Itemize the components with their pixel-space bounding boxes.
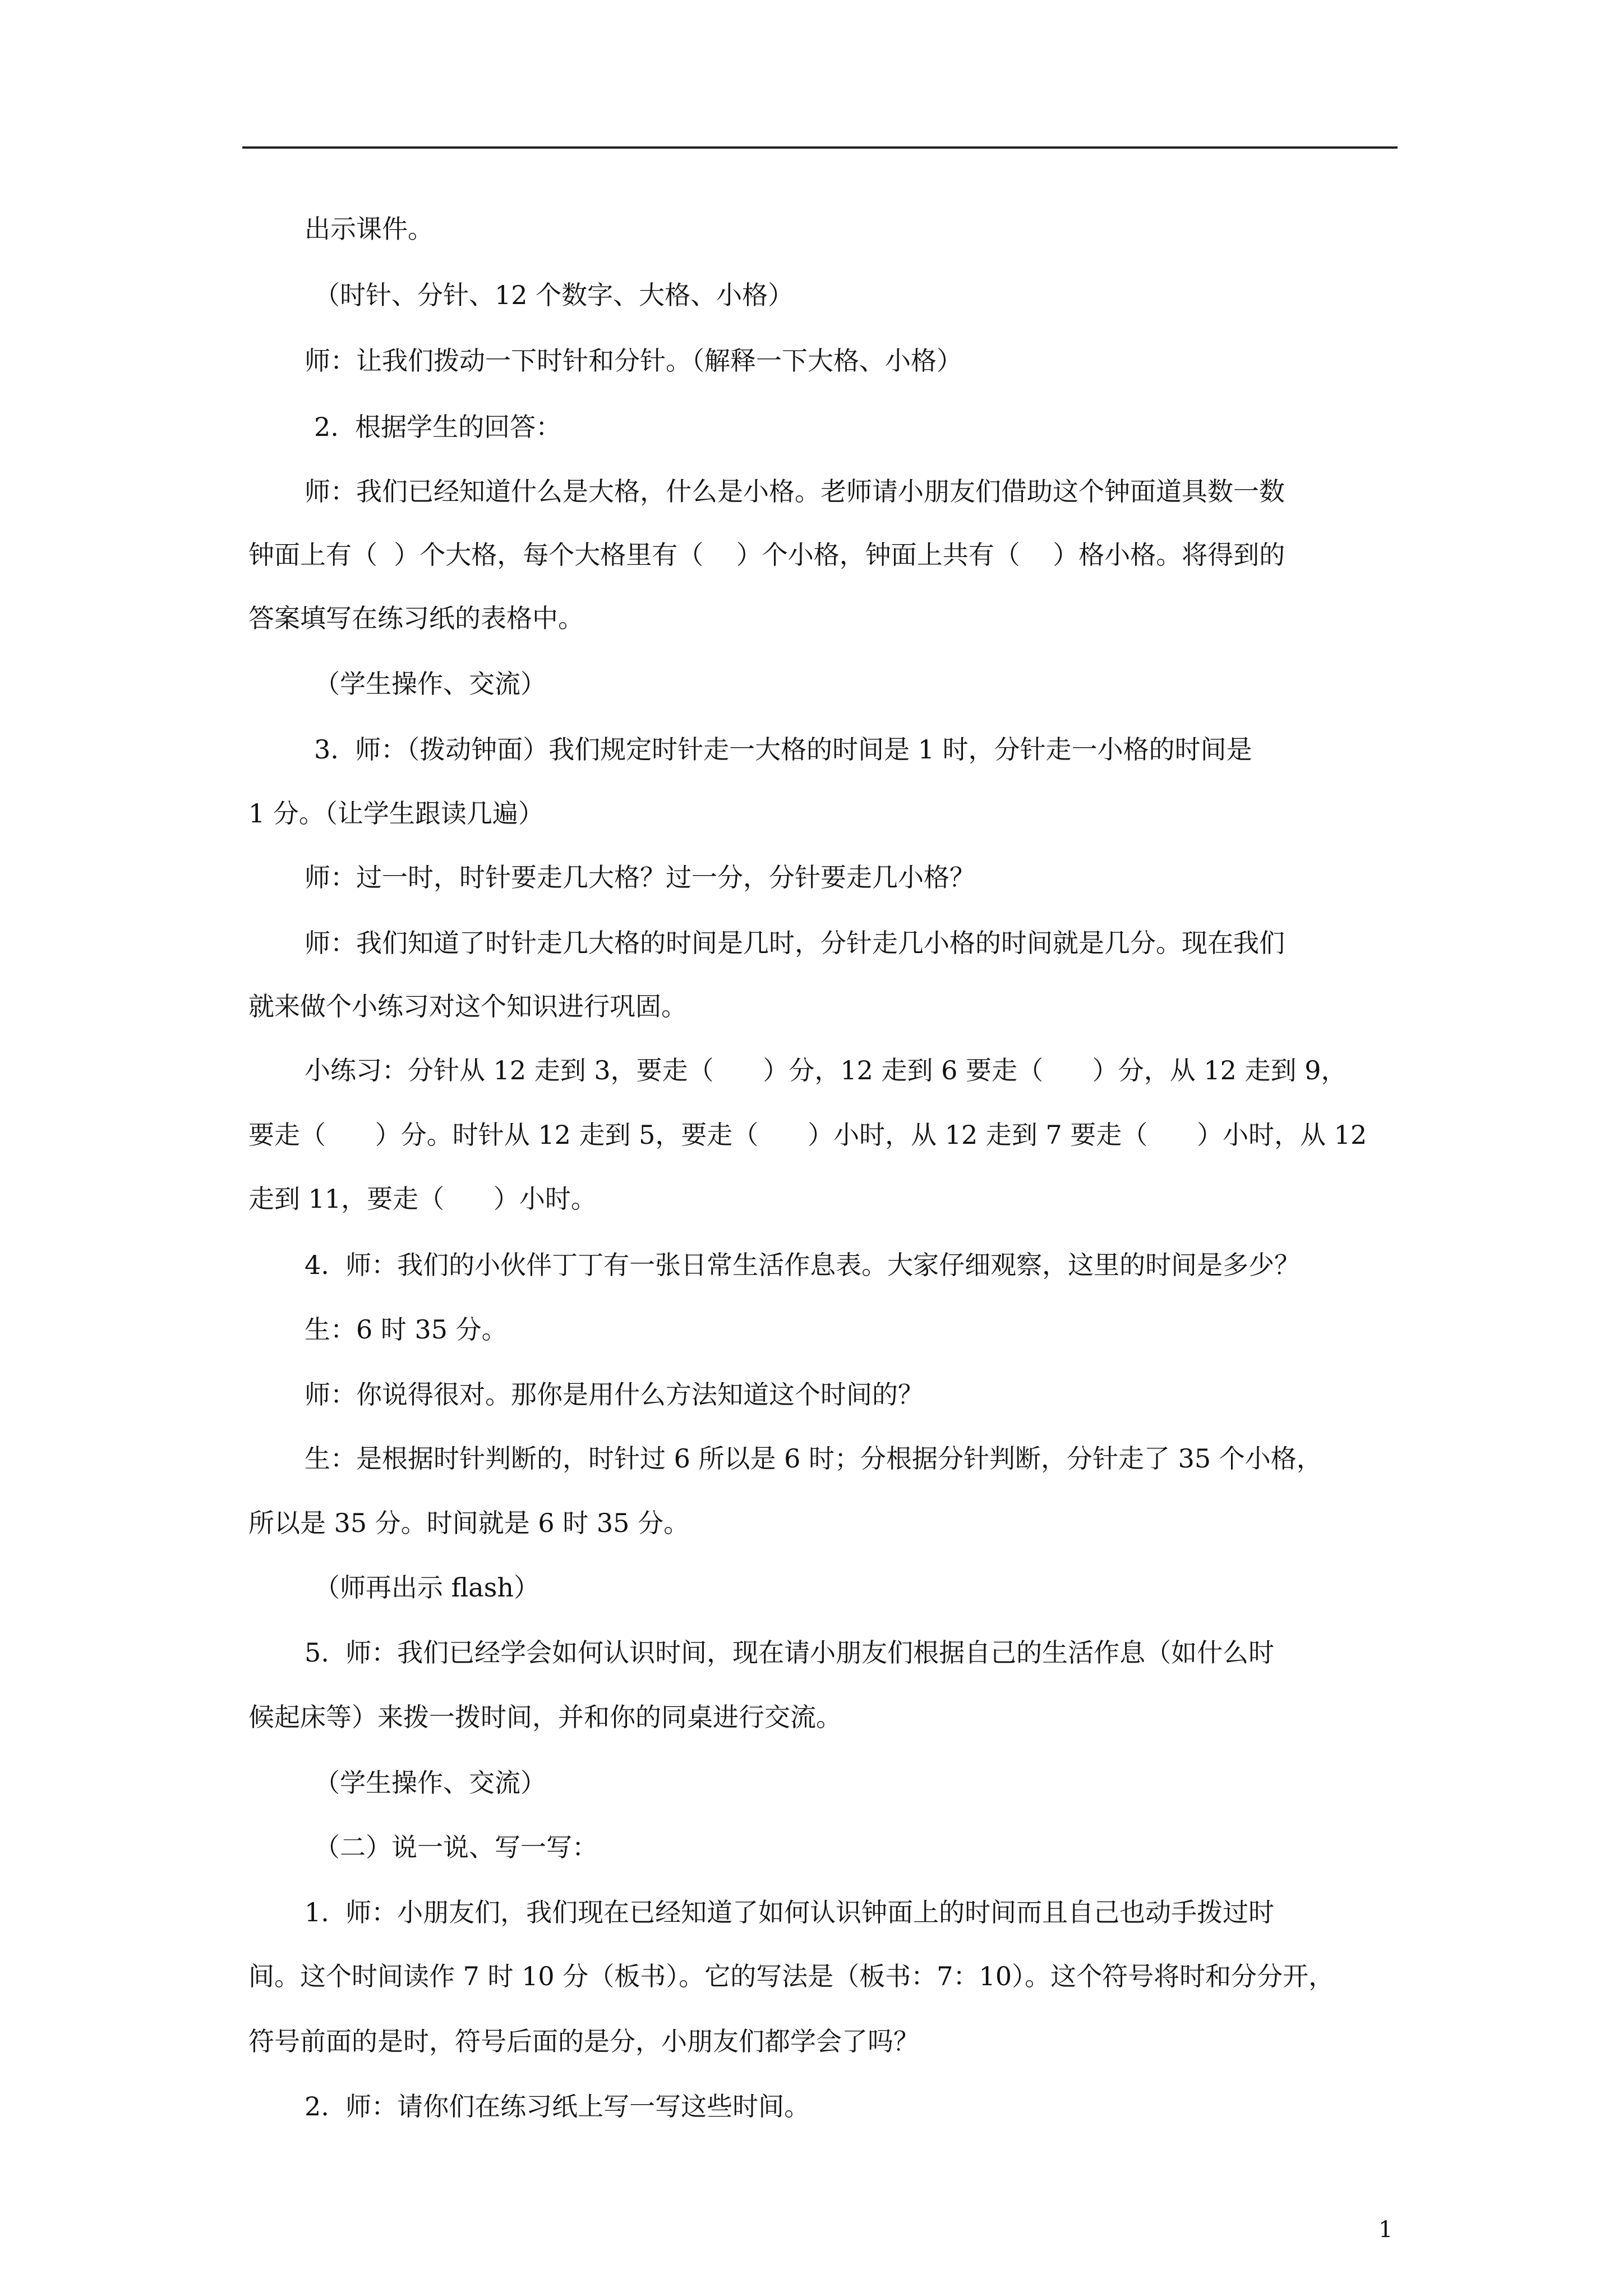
text-line: 就来做个小练习对这个知识进行巩固。	[248, 991, 687, 1022]
text-line: 生：6 时 35 分。	[305, 1314, 508, 1345]
text-line: 师：我们已经知道什么是大格，什么是小格。老师请小朋友们借助这个钟面道具数一数	[305, 476, 1285, 507]
text-line: 候起床等）来拨一拨时间，并和你的同桌进行交流。	[248, 1702, 842, 1732]
text-line: （学生操作、交流）	[314, 669, 546, 699]
text-line: 所以是 35 分。时间就是 6 时 35 分。	[248, 1508, 690, 1538]
text-line: 出示课件。	[305, 214, 434, 244]
text-line: 符号前面的是时，符号后面的是分，小朋友们都学会了吗？	[248, 2026, 919, 2056]
text-line: （时针、分针、12 个数字、大格、小格）	[314, 280, 794, 310]
text-line: （二）说一说、写一写：	[314, 1832, 598, 1862]
text-line: 钟面上有（ ）个大格，每个大格里有（ ）个小格，钟面上共有（ ）格小格。将得到的	[248, 540, 1285, 570]
text-line: 2. 师：请你们在练习纸上写一写这些时间。	[305, 2091, 810, 2122]
text-line: 间。这个时间读作 7 时 10 分（板书）。它的写法是（板书：7：10）。这个符号将时和分分开，	[248, 1961, 1335, 1991]
text-line: （学生操作、交流）	[314, 1768, 546, 1798]
text-line: 1 分。（让学生跟读几遍）	[248, 798, 544, 829]
page-number: 1	[1378, 2217, 1393, 2243]
text-line: 3. 师：（拨动钟面）我们规定时针走一大格的时间是 1 时，分针走一小格的时间是	[314, 734, 1252, 765]
text-line: 生：是根据时针判断的，时针过 6 所以是 6 时；分根据分针判断，分针走了 35 个小格，	[305, 1443, 1322, 1474]
text-line: 小练习：分针从 12 走到 3，要走（ ）分，12 走到 6 要走（ ）分，从 12 走到 9，	[305, 1055, 1347, 1085]
text-line: 答案填写在练习纸的表格中。	[248, 603, 584, 633]
text-line: 师：过一时，时针要走几大格？过一分，分针要走几小格？	[305, 862, 975, 892]
text-line: 走到 11，要走（ ）小时。	[248, 1184, 597, 1214]
header-rule	[242, 146, 1398, 149]
text-line: 师：让我们拨动一下时针和分针。（解释一下大格、小格）	[305, 346, 962, 376]
text-line: 要走（ ）分。时针从 12 走到 5，要走（ ）小时，从 12 走到 7 要走（ ）小时，从 12	[248, 1120, 1367, 1150]
text-line: 师：我们知道了时针走几大格的时间是几时，分针走几小格的时间就是几分。现在我们	[305, 928, 1285, 958]
text-line: （师再出示 flash）	[314, 1572, 540, 1603]
text-line: 2. 根据学生的回答：	[314, 412, 562, 442]
text-line: 师：你说得很对。那你是用什么方法知道这个时间的？	[305, 1379, 924, 1410]
text-line: 1. 师：小朋友们，我们现在已经知道了如何认识钟面上的时间而且自己也动手拨过时	[305, 1897, 1275, 1927]
text-line: 5. 师：我们已经学会如何认识时间，现在请小朋友们根据自己的生活作息（如什么时	[305, 1637, 1275, 1668]
text-line: 4. 师：我们的小伙伴丁丁有一张日常生活作息表。大家仔细观察，这里的时间是多少？	[305, 1250, 1301, 1280]
